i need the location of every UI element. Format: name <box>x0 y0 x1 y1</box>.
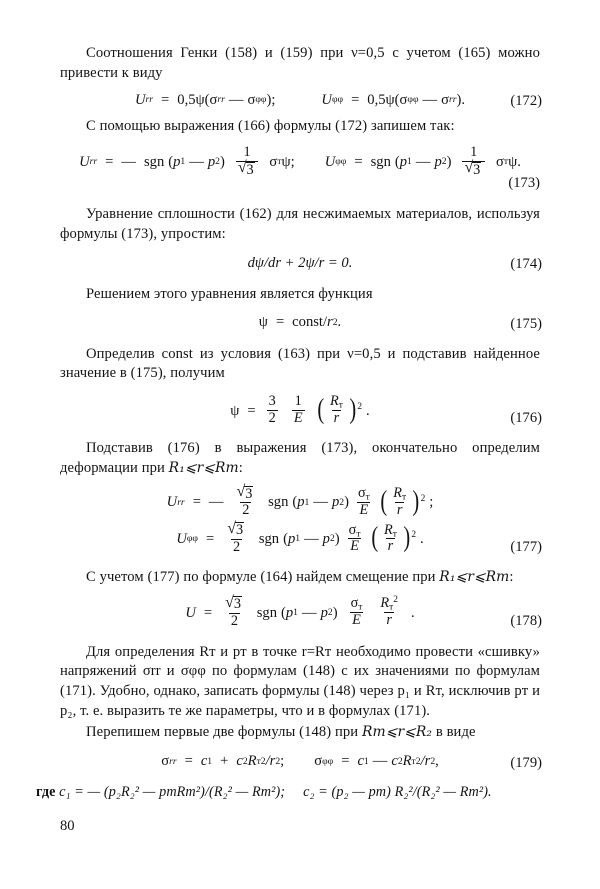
p9-range: Rт⩽r⩽R₂ <box>361 724 433 741</box>
eq177-l2-ratio <box>382 523 399 555</box>
eq173-radicand-1: 3 <box>246 161 254 178</box>
eq175-r: r <box>327 314 333 331</box>
eq176-ratio-den: r <box>333 409 340 426</box>
eq177-l2-sigma: σ <box>348 521 357 538</box>
eq177-l2-sqrt-num <box>225 522 248 539</box>
eq172-lhs2: U <box>321 91 332 108</box>
paren-left-icon-176: ( <box>316 394 324 426</box>
eq177-l1-ratio-num <box>391 486 408 501</box>
eq179-minus: — <box>372 753 388 770</box>
eq177-l1-frac-den: 2 <box>242 502 250 519</box>
sqrt-icon-177a <box>237 485 256 501</box>
equation-172: U rr = 0,5ψ(σ rr — σ φφ ); U φφ = 0,5ψ(σ φφ — σ rr ). (172) <box>134 91 542 110</box>
eq175-period: . <box>337 314 342 331</box>
eq178-equals: = <box>203 604 213 621</box>
p6-range: R₁⩽r⩽Rт <box>168 459 239 476</box>
p1-text-a: Соотношения Генки (158) и (159) при <box>86 45 352 61</box>
eq178-E: E <box>352 611 361 628</box>
eq177-l2-frac-den: 2 <box>232 538 241 555</box>
eq178-radicand: 3 <box>233 596 242 613</box>
eq179-sigma-2: σ <box>314 753 323 770</box>
eq178-sqrt-num <box>223 596 246 613</box>
eq177-l1-R: R <box>393 485 402 502</box>
eq173-equals-2: = <box>354 153 363 170</box>
equation-number-175: (175) <box>510 315 542 332</box>
eq177-l1-sqrt-fraction <box>235 485 258 518</box>
eq178-R-sub: т <box>389 602 394 613</box>
eq173-psi-2: ψ <box>508 153 518 170</box>
eq173-p1: p <box>173 153 181 170</box>
eq177-l1-sigma-fraction <box>356 486 372 518</box>
eq177-l1-E: E <box>359 501 369 518</box>
eq177-l1-ratio-den: r <box>396 501 403 518</box>
equation-174 <box>60 253 540 273</box>
eq176-period: . <box>366 402 370 419</box>
eq172-rhs1: 0,5ψ(σ <box>177 91 218 108</box>
page-content <box>36 44 542 804</box>
eq176-equals: = <box>247 402 256 419</box>
p7-text-a: С учетом (177) по формуле (164) найдем смещение при <box>86 568 440 585</box>
eq177-l1-dash: — <box>313 494 328 511</box>
eq173-equals-1: = <box>105 153 114 170</box>
paragraph-8: Для определения Rт и pт в точке r=Rт необходимо провести «сшивку» напряжений σrr и σφφ по формулам (148) с их значениями по формулам (171). Удобно, однако, записать формулы (148) через p₁ и Rт, исключив pт и p₂, т. е. выразить те же параметры, что и в формулах (171). <box>60 643 540 719</box>
eq176-ratio-num <box>328 394 345 409</box>
eq179-equals-2: = <box>341 753 350 770</box>
eq173-radicand-2: 3 <box>473 161 481 178</box>
eq177-l1-paren-close: ) <box>344 494 349 511</box>
eq173-leading-minus: — <box>121 153 136 170</box>
eq177-l1-paren-open: ( <box>292 494 298 511</box>
eq173-frac-num-2: 1 <box>470 144 478 161</box>
eq177-l2-end: . <box>420 530 424 547</box>
eq173-frac-den-2 <box>462 161 485 179</box>
eq176-R-sub: т <box>338 400 343 411</box>
eq173-paren-open-1: ( <box>168 153 174 170</box>
equation-number-177: (177) <box>510 538 542 555</box>
eq177-l1-paren-group <box>379 487 426 519</box>
eq177-l1-p1: p <box>297 494 305 511</box>
equation-176 <box>60 395 540 427</box>
sqrt-icon-177b <box>227 522 246 538</box>
eq178-frac-den: 2 <box>230 612 238 629</box>
paragraph-9 <box>60 723 540 743</box>
eq177-l1-var: U <box>166 494 178 511</box>
equation-173: U rr = — sgn ( p 1 — p 2 ) 1 √ 3 σ т ψ ; U φφ = sgn ( p 1 — p 2 ) 1 √ 3 σ т ψ . <box>60 146 540 179</box>
eq177-l1-sigma-num <box>356 486 372 501</box>
eq179-R-a: R <box>247 753 257 770</box>
eq177-l2-E: E <box>350 537 359 554</box>
eq173-sigma-2: σ <box>496 153 504 170</box>
sqrt-icon-178 <box>225 596 244 612</box>
eq179-c2-b: c <box>391 753 398 770</box>
eq179-R-b: R <box>402 753 412 770</box>
eq177-l2-sgn: sgn <box>258 530 280 547</box>
eq177-l2-power: 2 <box>411 530 416 541</box>
paragraph-1 <box>60 44 540 83</box>
eq172-lhs1: U <box>134 91 146 108</box>
eq178-sigma-num <box>349 596 365 611</box>
eq178-paren-close: ) <box>332 604 338 621</box>
p9-text-b: в виде <box>432 724 476 741</box>
eq173-sgn-1: sgn <box>143 153 165 170</box>
eq176-fraction-1 <box>267 394 278 426</box>
eq178-sgn: sgn <box>256 604 277 621</box>
eq177-l2-ratio-num <box>382 523 399 538</box>
eq177-l1-sgn: sgn <box>268 494 289 511</box>
eq173-dash-1: — <box>189 153 204 170</box>
paragraph-7 <box>60 568 540 588</box>
eq179-over-r-b: /r <box>420 753 431 770</box>
p6-text-a: Подставив (176) в выражения (173), окончательно определим деформации при <box>60 439 540 476</box>
eq173-paren-close-2: ) <box>446 153 452 170</box>
eq177-l2-radicand: 3 <box>235 522 244 539</box>
eq177-l2-equals: = <box>206 530 215 547</box>
eq176-power: 2 <box>357 402 363 413</box>
paren-left-icon-177a: ( <box>380 486 387 518</box>
equation-number-178: (178) <box>510 612 542 629</box>
eq173-paren-open-2: ( <box>394 153 400 170</box>
eq178-p1: p <box>285 604 294 621</box>
eq177-l2-paren-open: ( <box>283 530 288 547</box>
eq173-frac-den-1 <box>236 161 259 179</box>
eq177-l2-dash: — <box>304 530 319 547</box>
eq177-l2-R: R <box>383 521 393 538</box>
eq178-sqrt-fraction <box>223 596 246 629</box>
p6-text-b: : <box>238 459 243 476</box>
eq177-l2-sqrt-fraction <box>225 522 248 555</box>
eq179-plus: + <box>220 753 229 770</box>
eq176-frac1-den: 2 <box>268 409 276 426</box>
eq177-l1-end: ; <box>429 494 434 511</box>
eq177-l1-minus: — <box>208 494 224 511</box>
eq177-l2-paren-group <box>370 523 417 555</box>
eq177-l2-p1: p <box>287 530 296 547</box>
page-folio-number: 80 <box>60 818 75 834</box>
p7-range: R₁⩽r⩽Rт <box>439 568 510 585</box>
eq172-equals-1: = <box>161 91 170 108</box>
eq175-psi: ψ <box>258 314 268 331</box>
eq173-end-1: ; <box>290 153 295 170</box>
eq172-rhs2: 0,5ψ(σ <box>367 91 408 108</box>
eq178-var: U <box>185 604 196 621</box>
paragraph-5 <box>60 345 540 384</box>
eq177-l1-R-sub: т <box>402 492 407 503</box>
eq178-paren-open: ( <box>281 604 286 621</box>
equation-179: σ rr = c 1 + c 2 R т 2 /r 2 ; σ φφ = c 1 — c 2 R т 2 /r 2 , (179) <box>161 753 542 771</box>
c2-definition: c₂ = (p₂ — pт) R₂²/(R₂² — Rт²). <box>303 783 492 800</box>
sqrt-icon-1 <box>238 162 257 178</box>
eq177-l1-sigma-sub: т <box>365 492 370 503</box>
eq178-period: . <box>410 604 415 621</box>
eq175-const: const/ <box>292 314 328 331</box>
c1-definition: c₁ = — (p₂R₂² — pтRт²)/(R₂² — Rт²); <box>59 783 286 800</box>
equation-177-line-1: U rr = — √ $\frac{3}{2}$ sgn ( p 1 — p 2 ) $\frac{\sigma_т}{E}$ ( $\frac{R_т}{r}$ ) 2 ; <box>60 486 540 519</box>
eq176-ratio <box>328 394 345 426</box>
eq178-R-num <box>378 596 400 611</box>
paragraph-6 <box>60 439 540 478</box>
eq173-lhs1: U <box>79 153 90 170</box>
eq178-R: R <box>380 595 390 612</box>
eq173-sigma-1: σ <box>269 153 278 170</box>
eq178-dash: — <box>301 604 317 621</box>
eq172-close-2: ). <box>456 91 466 108</box>
paren-right-icon-177b: ) <box>403 522 411 554</box>
eq172-minus-1: — <box>228 91 244 108</box>
paragraph-10-where <box>36 783 540 803</box>
eq178-sigma-sub: т <box>358 602 363 613</box>
eq178-sigma: σ <box>350 595 359 612</box>
equation-number-179: (179) <box>510 754 542 771</box>
p5-nu-condition: ν=0,5 <box>347 345 381 362</box>
eq173-lhs2: U <box>324 153 336 170</box>
eq173-p2: p <box>207 153 216 170</box>
eq179-c1-b: c <box>357 753 364 770</box>
eq177-l1-ratio <box>391 486 408 518</box>
eq177-l2-R-sub: т <box>392 528 397 539</box>
eq176-fraction-2 <box>292 394 305 426</box>
equation-178: U = √ $\frac{3}{2}$ sgn ( p 1 — p 2 ) $\frac{\sigma_т}{E}$ $\frac{R_т^2}{r}$ . (178) <box>60 596 540 629</box>
p9-text-a: Перепишем первые две формулы (148) при <box>86 724 362 741</box>
eq179-semicolon: ; <box>280 753 285 770</box>
eq179-c1-a: c <box>200 753 208 770</box>
eq177-l1-sigma: σ <box>357 485 366 502</box>
eq173-sgn-2: sgn <box>370 153 391 170</box>
eq179-equals-1: = <box>184 753 193 770</box>
eq177-l2-p2: p <box>322 530 330 547</box>
eq175-equals: = <box>275 314 285 331</box>
eq177-l1-sqrt-num <box>235 485 258 502</box>
eq176-frac1-num: 3 <box>268 393 276 410</box>
eq173-fraction-1 <box>236 145 259 178</box>
eq172-minus-2: — <box>422 91 438 108</box>
paragraph-3: Уравнение сплошности (162) для несжимаемых материалов, используя формулы (173), упростим: <box>60 206 540 242</box>
eq173-end-2: . <box>517 153 521 170</box>
eq177-l1-equals: = <box>192 494 201 511</box>
eq178-R-pow: 2 <box>393 595 398 606</box>
eq177-l2-sigma-sub: т <box>356 528 361 539</box>
eq176-frac2-num: 1 <box>294 393 302 410</box>
paragraph-2: С помощью выражения (166) формулы (172) запишем так: <box>86 118 455 135</box>
equation-number-174: (174) <box>510 256 542 273</box>
eq179-c2-a: c <box>236 753 243 770</box>
p5-text-a: Определив const из условия (163) при <box>86 345 348 362</box>
eq172-sigma-2: σ <box>247 91 256 108</box>
paren-right-icon-176: ) <box>349 394 357 426</box>
paren-right-icon-177a: ) <box>412 486 420 518</box>
equation-177-line-2: U φφ = √ $\frac{3}{2}$ sgn ( p 1 — p 2 ) $\frac{\sigma_т}{E}$ ( $\frac{R_т}{r}$ ) 2 . (177) <box>60 523 540 556</box>
eq178-p2: p <box>320 604 328 621</box>
eq173-psi-1: ψ <box>281 153 291 170</box>
eq172-close-1: ); <box>266 91 276 108</box>
eq179-comma: , <box>435 753 439 770</box>
eq172-equals-2: = <box>351 91 360 108</box>
where-label: где <box>36 783 60 800</box>
paragraph-4: Решением этого уравнения является функция <box>86 286 373 303</box>
p1-nu-condition: ν=0,5 <box>351 45 385 61</box>
eq173-dash-2: — <box>415 153 431 170</box>
eq173-paren-close-1: ) <box>219 153 225 170</box>
eq177-l2-sigma-fraction <box>347 523 363 555</box>
eq177-l1-power: 2 <box>420 493 426 504</box>
eq177-l2-paren-close: ) <box>334 530 340 547</box>
eq174-body: dψ/dr + 2ψ/r = 0. <box>247 254 353 271</box>
eq177-l2-sigma-num <box>347 523 363 538</box>
eq173-frac-num-1: 1 <box>243 144 251 161</box>
eq176-frac2-den: E <box>293 409 303 426</box>
eq179-sigma-1: σ <box>161 753 170 770</box>
eq178-R-fraction <box>378 596 400 628</box>
eq173-p2-b: p <box>434 153 442 170</box>
eq177-l2-var: U <box>176 530 187 547</box>
eq172-sigma-4: σ <box>441 91 449 108</box>
paren-left-icon-177b: ( <box>370 522 378 554</box>
eq176-R: R <box>330 393 339 410</box>
eq177-l2-ratio-den: r <box>387 537 394 554</box>
eq173-fraction-2 <box>462 145 485 178</box>
p5-text-b: и подставив найденное значение в (175), получим <box>60 345 540 382</box>
eq176-paren-group <box>316 395 363 427</box>
equation-number-173: (173) <box>508 175 540 192</box>
equation-number-176: (176) <box>510 409 542 426</box>
equation-175: ψ = const/ r 2 . (175) <box>258 314 542 332</box>
eq178-sigma-fraction <box>349 596 365 628</box>
p7-text-b: : <box>509 568 514 585</box>
eq176-psi: ψ <box>230 402 240 419</box>
eq177-l1-p2: p <box>331 494 340 511</box>
eq177-l1-radicand: 3 <box>245 485 253 502</box>
eq178-R-den: r <box>386 611 392 628</box>
eq173-p1-b: p <box>399 153 408 170</box>
equation-number-172: (172) <box>510 93 542 110</box>
eq179-over-r-a: /r <box>265 753 276 770</box>
sqrt-icon-2 <box>464 162 483 178</box>
p1-text-b: с учетом (165) можно привести к виду <box>60 45 540 81</box>
